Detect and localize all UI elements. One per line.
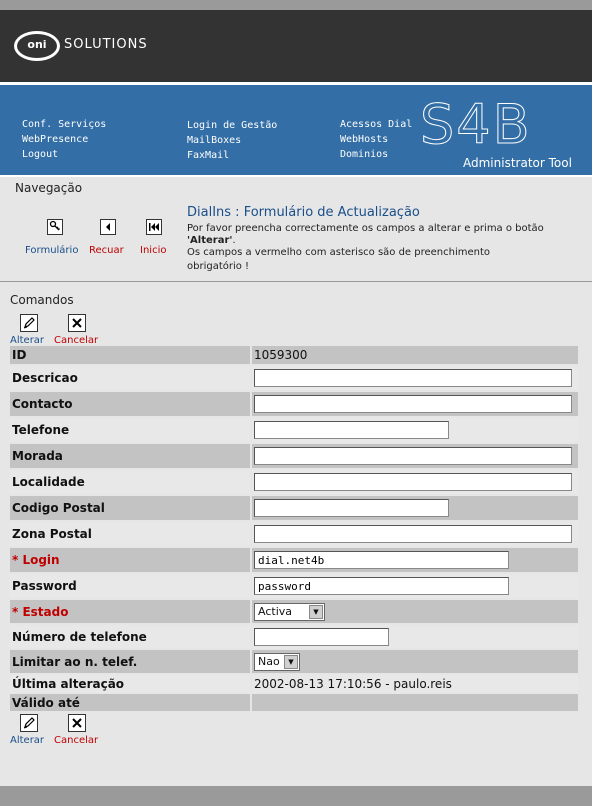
chevron-down-icon[interactable]: ▼ (284, 655, 298, 669)
nav-faxmail[interactable]: FaxMail (187, 150, 230, 161)
required-note: Os campos a vermelho com asterisco são de preenchimento (187, 247, 491, 258)
descricao-input[interactable] (254, 369, 572, 387)
required-note-2: obrigatório ! (187, 261, 250, 272)
ultima-alteracao-value: 2002-08-13 17:10:56 - paulo.reis (252, 675, 578, 693)
numero-telefone-label: Número de telefone (10, 625, 250, 648)
login-label: * Login (10, 548, 250, 572)
row-numero-telefone (10, 625, 578, 648)
cancelar-button-top[interactable] (68, 314, 86, 332)
estado-selected-value: Activa (258, 605, 292, 618)
localidade-label: Localidade (10, 470, 250, 494)
top-bar (0, 0, 592, 10)
nav-conf-servicos[interactable]: Conf. Serviços (22, 119, 107, 130)
alterar-button-bottom[interactable] (20, 714, 38, 732)
instructions-period: . (232, 235, 236, 246)
pencil-icon (20, 314, 38, 332)
id-value: 1059300 (252, 346, 578, 364)
morada-input[interactable] (254, 447, 572, 465)
logo-mark: oni (27, 38, 47, 51)
row-password (10, 574, 578, 598)
close-icon (68, 714, 86, 732)
password-label: Password (10, 574, 250, 598)
codigo-postal-input[interactable] (254, 499, 449, 517)
nav-login-gestao[interactable]: Login de Gestão (187, 120, 278, 131)
recuar-label[interactable]: Recuar (89, 245, 124, 256)
pencil-icon (20, 714, 38, 732)
s4b-logo: S4B (420, 93, 532, 156)
row-contacto (10, 392, 578, 416)
recuar-button[interactable] (100, 219, 116, 235)
row-login (10, 548, 578, 572)
nav-dominios[interactable]: Dominios (340, 149, 389, 160)
alterar-hint: 'Alterar' (187, 235, 233, 246)
contacto-label: Contacto (10, 392, 250, 416)
id-label: ID (10, 346, 250, 364)
form-instructions: Por favor preencha correctamente os campos a alterar e prima o botão (187, 223, 544, 234)
bottom-bar (0, 786, 592, 806)
contacto-input[interactable] (254, 395, 572, 413)
alterar-label-top[interactable]: Alterar (10, 335, 45, 346)
nav-webhosts[interactable]: WebHosts (340, 134, 389, 145)
password-input[interactable] (254, 577, 509, 595)
estado-label: * Estado (10, 600, 250, 623)
first-page-icon (146, 219, 162, 235)
row-codigo-postal (10, 496, 578, 520)
nav-webpresence[interactable]: WebPresence (22, 134, 89, 145)
row-telefone (10, 418, 578, 442)
alterar-button-top[interactable] (20, 314, 38, 332)
commands-title: Comandos (10, 293, 74, 307)
login-input[interactable] (254, 551, 509, 569)
telefone-input[interactable] (254, 421, 449, 439)
ultima-alteracao-label: Última alteração (10, 675, 250, 693)
page-title: DialIns : Formulário de Actualização (187, 205, 420, 220)
inicio-button[interactable] (146, 219, 162, 235)
formulario-label[interactable]: Formulário (25, 245, 79, 256)
cancelar-button-bottom[interactable] (68, 714, 86, 732)
row-localidade (10, 470, 578, 494)
numero-telefone-input[interactable] (254, 628, 389, 646)
nav-logout[interactable]: Logout (22, 149, 59, 160)
zona-postal-label: Zona Postal (10, 522, 250, 546)
alterar-label-bottom[interactable]: Alterar (10, 735, 45, 746)
codigo-postal-label: Codigo Postal (10, 496, 250, 520)
inicio-label[interactable]: Inicio (140, 245, 167, 256)
limitar-select[interactable] (254, 653, 300, 671)
cancelar-label-top[interactable]: Cancelar (54, 335, 99, 346)
row-limitar (10, 650, 578, 673)
nav-separator (0, 175, 592, 177)
formulario-button[interactable] (47, 219, 63, 235)
limitar-label: Limitar ao n. telef. (10, 650, 250, 673)
logo-text: SOLUTIONS (64, 37, 148, 52)
zona-postal-input[interactable] (254, 525, 572, 543)
row-zona-postal (10, 522, 578, 546)
row-id (10, 346, 578, 364)
nav-acessos-dial[interactable]: Acessos Dial (340, 119, 413, 130)
chevron-down-icon[interactable]: ▼ (309, 605, 323, 619)
row-morada (10, 444, 578, 468)
valido-ate-value (252, 694, 578, 711)
close-icon (68, 314, 86, 332)
nav-mailboxes[interactable]: MailBoxes (187, 135, 242, 146)
row-descricao (10, 366, 578, 390)
section-divider (0, 281, 592, 282)
localidade-input[interactable] (254, 473, 572, 491)
row-valido-ate (10, 694, 578, 711)
telefone-label: Telefone (10, 418, 250, 442)
descricao-label: Descricao (10, 366, 250, 390)
product-subtitle: Administrator Tool (463, 156, 572, 170)
key-icon (47, 219, 63, 235)
row-estado (10, 600, 578, 623)
valido-ate-label: Válido até (10, 694, 250, 711)
limitar-selected-value: Nao (258, 655, 280, 668)
form-instructions-2 (187, 235, 236, 246)
morada-label: Morada (10, 444, 250, 468)
estado-select[interactable] (254, 603, 325, 621)
row-ultima-alteracao (10, 675, 578, 693)
navigation-title: Navegação (15, 181, 83, 195)
cancelar-label-bottom[interactable]: Cancelar (54, 735, 99, 746)
back-arrow-icon (100, 219, 116, 235)
